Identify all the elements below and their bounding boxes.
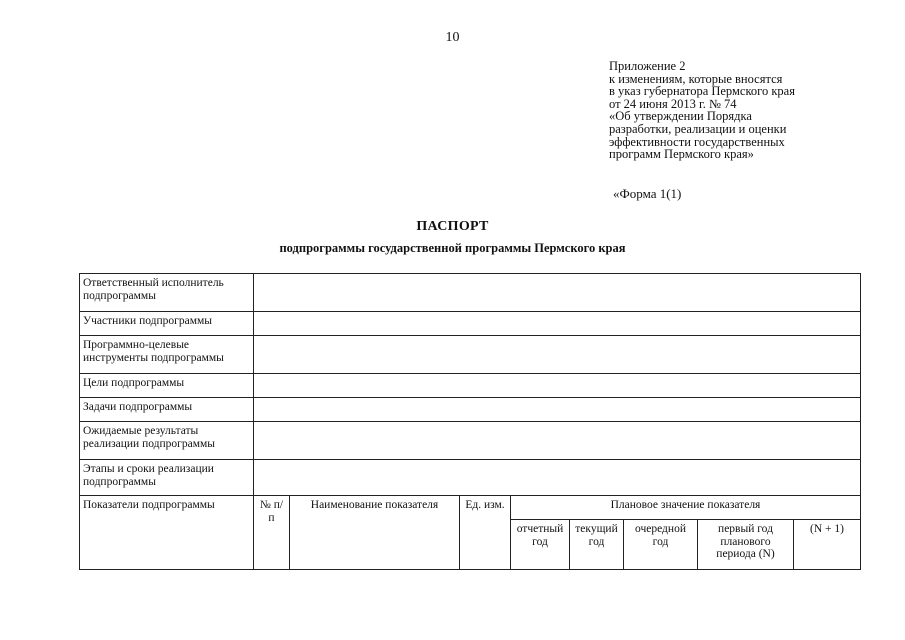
header-n-plus-one: (N + 1)	[794, 520, 861, 570]
row-label-tasks: Задачи подпрограммы	[80, 398, 254, 422]
header-next-year: очередной год	[624, 520, 698, 570]
table-row	[80, 422, 861, 460]
document-title: ПАСПОРТ	[416, 219, 489, 234]
appendix-line: к изменениям, которые вносятся	[609, 71, 783, 86]
table-row	[80, 460, 861, 496]
document-subtitle: подпрограммы государственной программы Пермского края	[279, 241, 626, 255]
row-value-participants	[254, 312, 861, 336]
row-label-responsible: Ответственный исполнитель подпрограммы	[80, 274, 254, 312]
page-number: 10	[445, 30, 460, 45]
row-label-instruments: Программно-целевые инструменты подпрограммы	[80, 336, 254, 374]
header-current-year: текущий год	[570, 520, 624, 570]
header-reporting-year: отчетный год	[511, 520, 570, 570]
row-value-instruments	[254, 336, 861, 374]
row-label-goals: Цели подпрограммы	[80, 374, 254, 398]
header-first-plan-year: первый год планового периода (N)	[698, 520, 794, 570]
table-row	[80, 496, 861, 520]
row-label-stages: Этапы и сроки реализации подпрограммы	[80, 460, 254, 496]
appendix-line: Приложение 2	[609, 59, 686, 73]
passport-table	[79, 273, 861, 570]
row-label-results: Ожидаемые результаты реализации подпрограммы	[80, 422, 254, 460]
header-number: № п/п	[254, 496, 290, 570]
table-row	[80, 274, 861, 312]
table-row	[80, 312, 861, 336]
form-label: «Форма 1(1)	[613, 186, 682, 201]
appendix-line: «Об утверждении Порядка	[609, 109, 752, 124]
row-value-stages	[254, 460, 861, 496]
row-label-participants: Участники подпрограммы	[80, 312, 254, 336]
appendix-line: от 24 июня 2013 г. № 74	[609, 96, 737, 111]
appendix-line: эффективности государственных	[609, 134, 785, 149]
table-row	[80, 336, 861, 374]
row-value-goals	[254, 374, 861, 398]
table-row	[80, 374, 861, 398]
table-row	[80, 398, 861, 422]
header-indicator-name: Наименование показателя	[290, 496, 460, 570]
header-unit: Ед. изм.	[460, 496, 511, 570]
row-value-results	[254, 422, 861, 460]
appendix-header	[609, 60, 795, 161]
row-label-indicators: Показатели подпрограммы	[80, 496, 254, 570]
row-value-tasks	[254, 398, 861, 422]
appendix-line: программ Пермского края»	[609, 147, 754, 162]
row-value-responsible	[254, 274, 861, 312]
appendix-line: в указ губернатора Пермского края	[609, 84, 795, 99]
appendix-line: разработки, реализации и оценки	[609, 121, 787, 136]
header-planned-value: Плановое значение показателя	[511, 496, 861, 520]
